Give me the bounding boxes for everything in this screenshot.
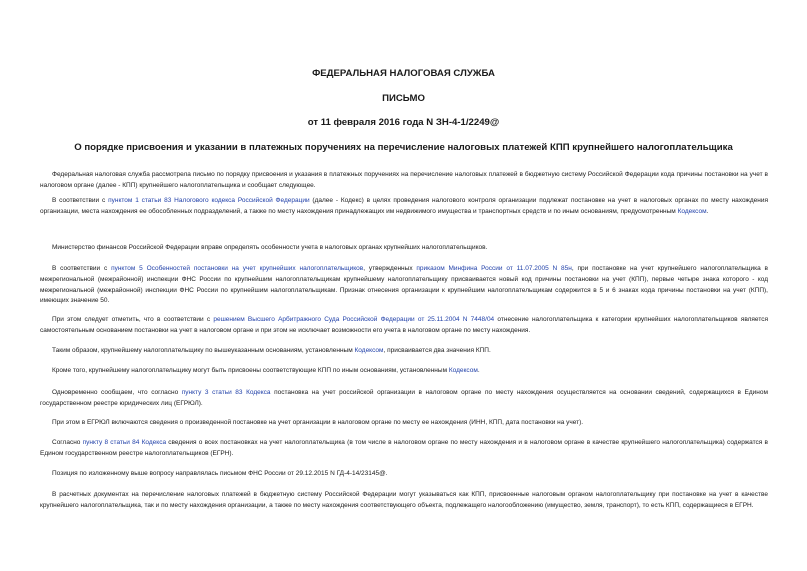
link-vas-decision[interactable]: решением Высшего Арбитражного Суда Российской Федерации от 25.11.2004 N 7448/04 [213, 316, 495, 323]
paragraph-minfin: Министерство финансов Российской Федерации вправе определять особенности учета в налоговых органах крупнейших налогоплательщиков. [52, 244, 488, 251]
text-segment: Таким образом, крупнейшему налогоплательщику по вышеуказанным основаниям, установленным [52, 347, 355, 354]
text-segment: В соответствии с [52, 265, 112, 272]
text-segment: . [477, 367, 480, 374]
paragraph-prior-letter: Позиция по изложенному выше вопросу направлялась письмом ФНС России от 29.12.2015 N ГД-4-14/23145@. [52, 470, 388, 477]
text-segment: постановка на учет российской организации в налоговом органе по месту нахождения осуществляется на основании сведений, содержащихся в Едином государственном реестре юридических лиц (ЕГРЮЛ). [40, 389, 768, 407]
text-segment: В соответствии с [52, 197, 109, 204]
paragraph-arbitration [40, 315, 768, 337]
text-segment: (далее - Кодекс) в целях проведения налогового контроля организации подлежат постановке на учет в налоговых органах по месту нахождения организации, места нахождения ее обособленных подразделений, а также по месту нахождения принадлежащих им недвижимого имущества и транспортных средств и по иным основаниям, предусмотренным [40, 197, 769, 215]
link-code-art84-p8[interactable]: пункту 8 статьи 84 Кодекса [82, 439, 167, 446]
paragraph-egrn [40, 438, 768, 460]
text-segment: . [706, 207, 709, 215]
document-date-number: от 11 февраля 2016 года N ЗН-4-1/2249@ [307, 117, 500, 128]
text-segment: отнесение налогоплательщика к категории крупнейших налогоплательщиков является самостоятельным основанием постановки на учет в налоговом органе и при этом не исключает возможности его учета в налоговом органе по месту нахождения. [40, 316, 769, 334]
link-code[interactable]: Кодексом [354, 347, 384, 354]
text-segment: При этом следует отметить, что в соответствии с [52, 316, 214, 323]
text-segment: , присваивается два значения КПП. [383, 347, 491, 354]
link-minfin-order-85n[interactable]: приказом Минфина России от 11.07.2005 N 85н [416, 265, 572, 272]
text-segment: , при постановке на учет крупнейшего налогоплательщика в межрегиональной (межрайонной) инспекции ФНС России по крупнейшим налогоплательщикам крупнейшему налогоплательщику присваивается новый код причины постановки на учет (КПП), первые четыре знака которого - код межрегиональной (межрайонной) инспекции ФНС России по крупнейшим налогоплательщикам. Признак отнесения организации к крупнейшим налогоплательщикам содержится в 5 и 6 знаках кода причины постановки на учет (КПП), имеющих значение 50. [40, 265, 768, 305]
paragraph-egrul-basis [40, 388, 768, 410]
link-tax-code-art83-p1[interactable]: пунктом 1 статьи 83 Налогового кодекса Российской Федерации [108, 197, 310, 204]
link-registration-features-p5[interactable]: пунктом 5 Особенностей постановки на учет крупнейших налогоплательщиков [111, 265, 364, 272]
paragraph-two-kpp [40, 346, 768, 357]
link-code-art83-p3[interactable]: пункту 3 статьи 83 Кодекса [181, 389, 271, 396]
link-code[interactable]: Кодексом [677, 207, 707, 215]
text-segment: Согласно [52, 439, 83, 446]
paragraph-other-grounds [40, 366, 768, 377]
text-segment: Кроме того, крупнейшему налогоплательщику могут быть присвоены соответствующие КПП по иным основаниям, установленным [52, 367, 449, 374]
text-segment: Одновременно сообщаем, что согласно [52, 389, 182, 396]
paragraph-kpp-assignment [40, 264, 768, 307]
document-subject: О порядке присвоения и указании в платежных поручениях на перечисление налоговых платежей КПП крупнейшего налогоплательщика [74, 142, 733, 153]
paragraph-payment-documents: В расчетных документах на перечисление налоговых платежей в бюджетную систему Российской Федерации могут указываться как КПП, присвоенные налоговым органом налогоплательщику при постановке на учет в качестве крупнейшего налогоплательщика, так и по месту нахождения организации, а также по месту нахождения соответствующего объекта, подлежащего налогообложению (имущество, земля, транспорт), то есть КПП, содержащиеся в ЕГРН. [40, 491, 768, 509]
link-code[interactable]: Кодексом [448, 367, 478, 374]
text-segment: сведения о всех постановках на учет налогоплательщика (в том числе в налоговом органе по месту нахождения и в налоговом органе в качестве крупнейшего налогоплательщика) содержатся в Едином государственном реестре налогоплательщиков (ЕГРН). [40, 439, 768, 457]
paragraph-egrul-content: При этом в ЕГРЮЛ включаются сведения о произведенной постановке на учет организации в налоговом органе по месту ее нахождения (ИНН, КПП, дата постановки на учет). [52, 419, 584, 426]
text-segment: , утвержденных [363, 265, 417, 272]
document-type-heading: ПИСЬМО [382, 93, 425, 104]
paragraph-intro: Федеральная налоговая служба рассмотрела письмо по порядку присвоения и указания в платежных поручениях на перечисление налоговых платежей в бюджетную систему Российской Федерации кода причины постановки на учет в налоговом органе (далее - КПП) крупнейшего налогоплательщика и сообщает следующее. [40, 171, 768, 189]
paragraph-registration-basis [40, 196, 768, 218]
agency-heading: ФЕДЕРАЛЬНАЯ НАЛОГОВАЯ СЛУЖБА [312, 68, 495, 79]
